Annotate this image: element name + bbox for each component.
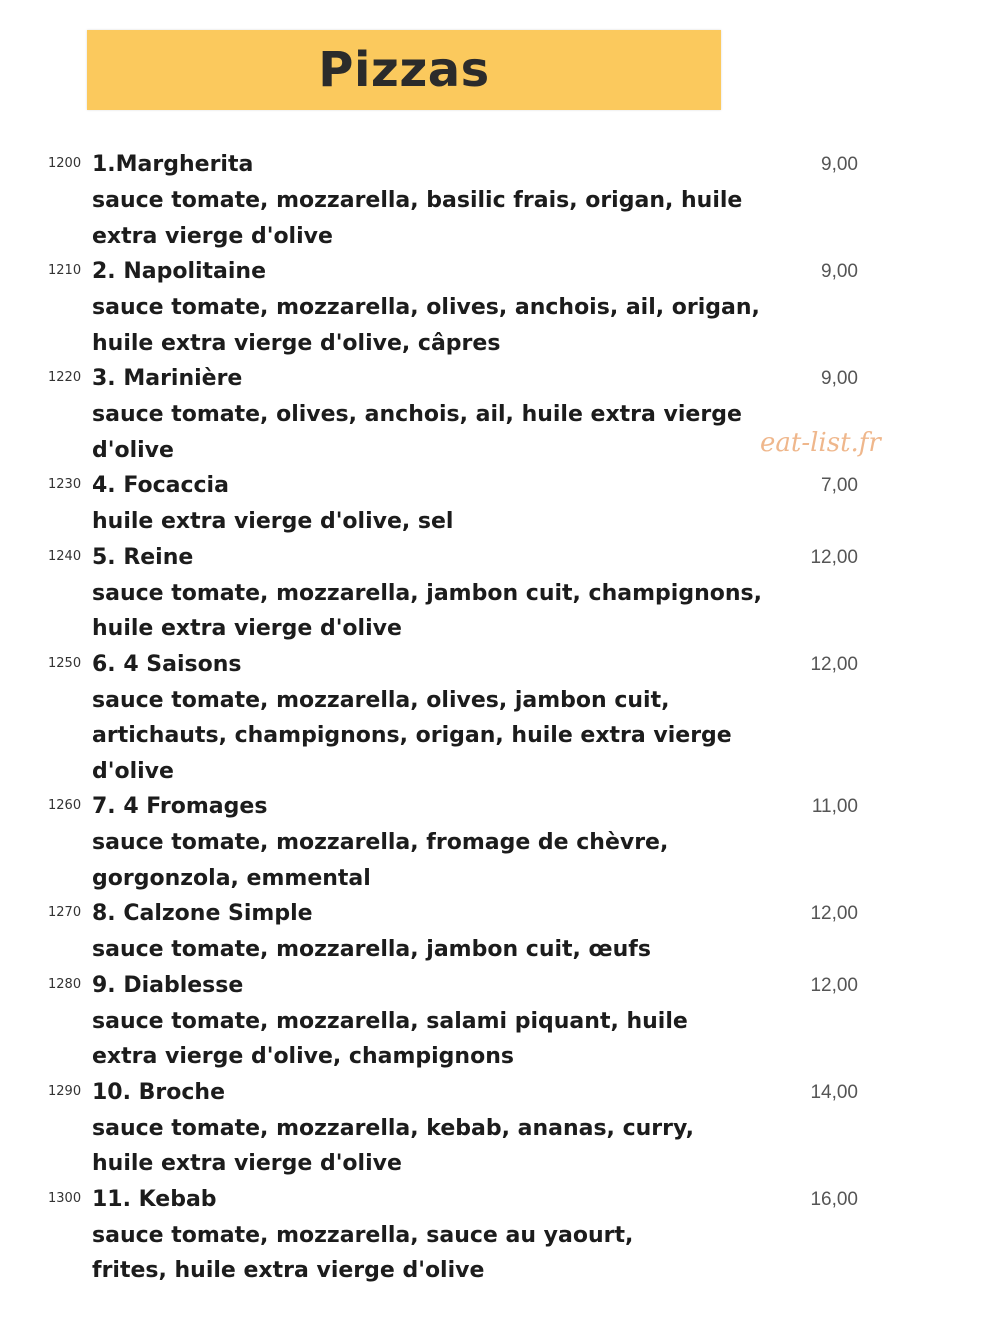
menu-item (0, 896, 989, 968)
item-description: sauce tomate, mozzarella, jambon cuit, œufs (92, 937, 651, 962)
item-price: 7,00 (821, 475, 858, 496)
item-code: 1280 (48, 976, 82, 992)
item-price: 16,00 (810, 1188, 858, 1210)
item-code: 1250 (48, 655, 82, 671)
item-price: 12,00 (810, 653, 858, 675)
menu-list (0, 147, 989, 1289)
item-name: 9. Diablesse (92, 972, 244, 998)
item-price: 12,00 (810, 974, 858, 996)
item-description: sauce tomate, mozzarella, kebab, ananas, curry, huile extra vierge d'olive (92, 1115, 694, 1176)
menu-item (0, 540, 989, 647)
menu-item (0, 1075, 989, 1182)
item-price: 9,00 (821, 261, 858, 282)
item-description: sauce tomate, mozzarella, fromage de chèvre, gorgonzola, emmental (92, 830, 669, 891)
item-price: 14,00 (810, 1081, 858, 1103)
item-name: 11. Kebab (92, 1186, 217, 1212)
item-description: sauce tomate, mozzarella, salami piquant, huile extra vierge d'olive, champignons (92, 1008, 688, 1069)
item-code: 1230 (48, 477, 82, 492)
item-price: 12,00 (810, 903, 858, 924)
item-name: 4. Focaccia (92, 473, 229, 498)
item-code: 1260 (48, 798, 82, 813)
item-code: 1210 (48, 263, 82, 278)
item-name: 1.Margherita (92, 152, 254, 177)
item-price: 11,00 (811, 796, 858, 817)
menu-item (0, 254, 989, 361)
item-code: 1220 (48, 370, 82, 385)
watermark: eat-list.fr (760, 428, 881, 458)
item-code: 1300 (48, 1190, 82, 1206)
item-name: 8. Calzone Simple (92, 901, 313, 926)
item-price: 9,00 (821, 368, 858, 389)
item-code: 1200 (48, 156, 82, 171)
menu-item (0, 789, 989, 896)
menu-item (0, 1182, 989, 1289)
item-name: 7. 4 Fromages (92, 794, 268, 819)
item-code: 1240 (48, 548, 82, 564)
item-name: 5. Reine (92, 544, 194, 570)
menu-item (0, 647, 989, 790)
item-name: 10. Broche (92, 1079, 225, 1105)
item-name: 3. Marinière (92, 366, 243, 391)
item-description: sauce tomate, mozzarella, sauce au yaourt, frites, huile extra vierge d'olive (92, 1222, 634, 1283)
menu-item (0, 968, 989, 1075)
menu-item (0, 468, 989, 540)
item-description: sauce tomate, mozzarella, basilic frais, origan, huile extra vierge d'olive (92, 188, 743, 249)
item-description: sauce tomate, mozzarella, olives, anchois, ail, origan, huile extra vierge d'olive, câpres (92, 295, 760, 356)
title-banner (87, 30, 721, 110)
item-price: 12,00 (810, 546, 858, 568)
item-code: 1290 (48, 1083, 82, 1099)
item-description: sauce tomate, mozzarella, olives, jambon cuit, artichauts, champignons, origan, huile extra vierge d'olive (92, 687, 732, 784)
item-name: 6. 4 Saisons (92, 651, 242, 677)
page-title: Pizzas (318, 42, 490, 98)
item-price: 9,00 (821, 154, 858, 175)
item-name: 2. Napolitaine (92, 259, 267, 284)
item-description: sauce tomate, mozzarella, jambon cuit, champignons, huile extra vierge d'olive (92, 580, 762, 641)
item-code: 1270 (48, 905, 82, 920)
item-description: sauce tomate, olives, anchois, ail, huile extra vierge d'olive (92, 402, 742, 463)
menu-item (0, 147, 989, 254)
item-description: huile extra vierge d'olive, sel (92, 509, 454, 534)
